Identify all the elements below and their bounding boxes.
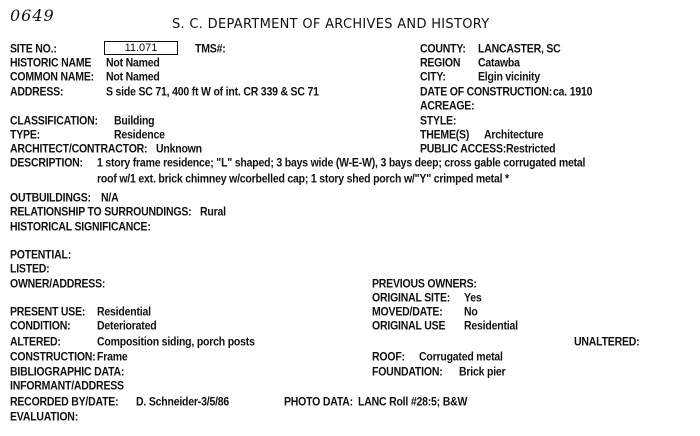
original-use-value: Residential [464,319,518,334]
foundation-value: Brick pier [459,365,506,380]
tms-label: TMS#: [195,42,226,57]
owner-label: OWNER/ADDRESS: [10,277,106,292]
region-label: REGION [420,56,461,71]
themes-label: THEME(S) [420,128,470,143]
foundation-label: FOUNDATION: [372,365,443,380]
address-value: S side SC 71, 400 ft W of int. CR 339 & SC 71 [106,85,319,100]
city-value: Elgin vicinity [478,70,540,85]
architect-label: ARCHITECT/CONTRACTOR: [10,142,148,157]
potential-label: POTENTIAL: [10,248,71,263]
construction-value: Frame [97,350,128,365]
outbuildings-label: OUTBUILDINGS: [10,191,91,206]
evaluation-label: EVALUATION: [10,410,78,425]
city-label: CITY: [420,70,446,85]
moved-value: No [464,305,478,320]
historical-significance-label: HISTORICAL SIGNIFICANCE: [10,220,151,235]
region-value: Catawba [478,56,520,71]
moved-label: MOVED/DATE: [372,305,443,320]
altered-label: ALTERED: [10,335,61,350]
photo-value: LANC Roll #28:5; B&W [358,395,468,410]
style-label: STYLE: [420,114,457,129]
altered-value: Composition siding, porch posts [97,335,255,350]
common-name-value: Not Named [106,70,160,85]
county-label: COUNTY: [420,42,466,57]
original-site-value: Yes [464,291,482,306]
original-site-label: ORIGINAL SITE: [372,291,451,306]
bibliographic-label: BIBLIOGRAPHIC DATA: [10,365,125,380]
construction-label: CONSTRUCTION: [10,350,96,365]
description-label: DESCRIPTION: [10,156,83,171]
roof-label: ROOF: [372,350,405,365]
unaltered-label: UNALTERED: [574,335,640,350]
county-value: LANCASTER, SC [478,42,561,57]
condition-label: CONDITION: [10,319,71,334]
themes-value: Architecture [484,128,544,143]
site-no-value: 11.071 [104,41,178,55]
relationship-value: Rural [200,205,226,220]
public-access-label: PUBLIC ACCESS: [420,142,507,157]
public-access-value: Restricted [506,142,556,157]
recorded-label: RECORDED BY/DATE: [10,395,119,410]
present-use-value: Residential [97,305,151,320]
photo-label: PHOTO DATA: [284,395,353,410]
description-line-1: 1 story frame residence; "L" shaped; 3 bays wide (W-E-W), 3 bays deep; cross gable corrugated metal [97,156,586,171]
informant-label: INFORMANT/ADDRESS [10,379,124,394]
page-title: S. C. DEPARTMENT OF ARCHIVES AND HISTORY [172,17,490,32]
date-value: ca. 1910 [553,85,593,100]
historic-name-label: HISTORIC NAME [10,56,92,71]
present-use-label: PRESENT USE: [10,305,86,320]
classification-value: Building [114,114,155,129]
outbuildings-value: N/A [101,191,119,206]
description-line-2: roof w/1 ext. brick chimney w/corbelled cap; 1 story shed porch w/"Y" crimped metal * [97,172,509,187]
previous-owners-label: PREVIOUS OWNERS: [372,277,477,292]
date-label: DATE OF CONSTRUCTION: [420,85,553,100]
type-label: TYPE: [10,128,40,143]
site-no-label: SITE NO.: [10,42,57,57]
architect-value: Unknown [156,142,202,157]
historic-name-value: Not Named [106,56,160,71]
type-value: Residence [114,128,165,143]
original-use-label: ORIGINAL USE [372,319,446,334]
listed-label: LISTED: [10,262,50,277]
recorded-value: D. Schneider-3/5/86 [136,395,230,410]
address-label: ADDRESS: [10,85,64,100]
form-number: 0649 [10,6,55,25]
condition-value: Deteriorated [97,319,157,334]
roof-value: Corrugated metal [419,350,503,365]
acreage-label: ACREAGE: [420,99,475,114]
common-name-label: COMMON NAME: [10,70,94,85]
relationship-label: RELATIONSHIP TO SURROUNDINGS: [10,205,192,220]
classification-label: CLASSIFICATION: [10,114,98,129]
